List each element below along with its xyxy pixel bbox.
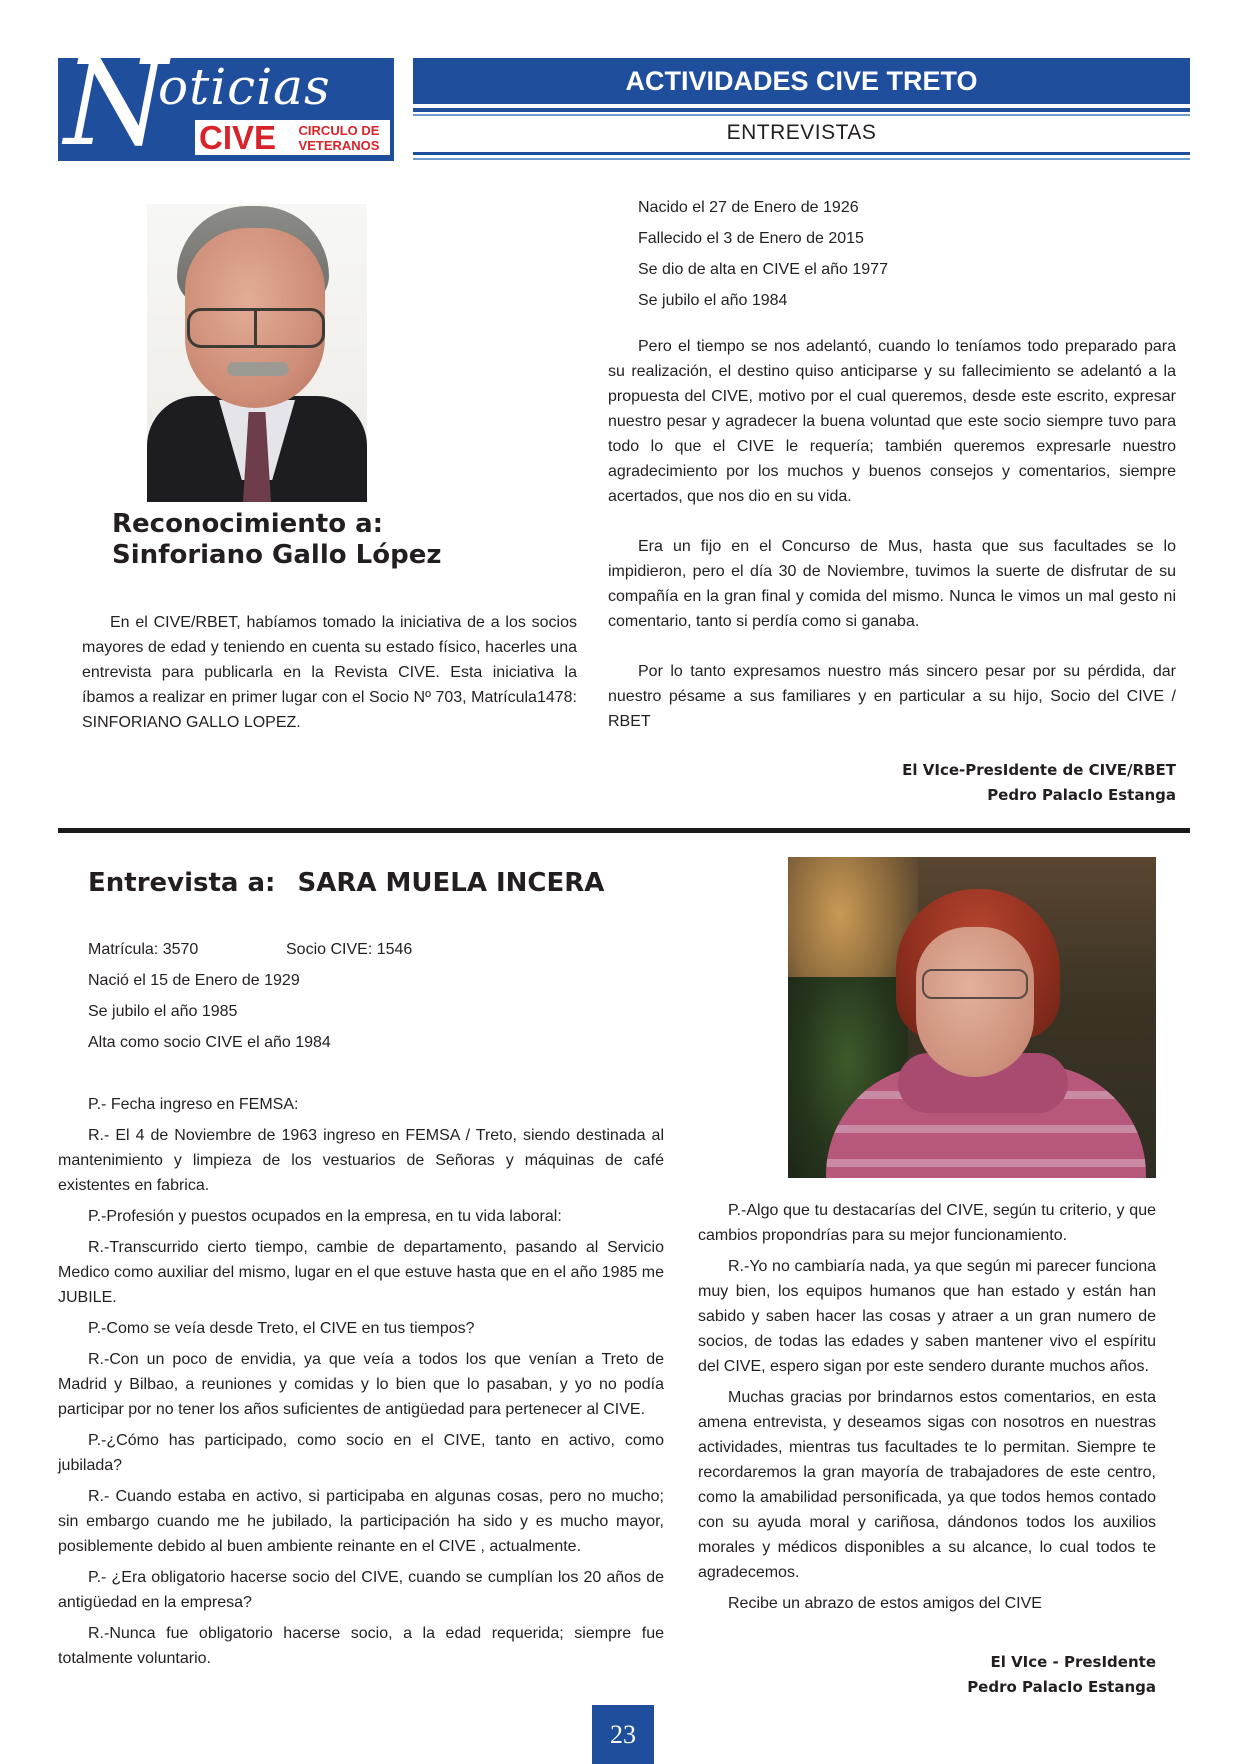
logo-letter: N [64, 58, 168, 161]
closing-greeting: Recibe un abrazo de estos amigos del CIVE [728, 1595, 1042, 1612]
interview-right-column [698, 1198, 1156, 1622]
fact-line: Nació el 15 de Enero de 1929 [88, 972, 300, 989]
fact-line: Se jubilo el año 1985 [88, 1003, 238, 1020]
banner-title: ACTIVIDADES CIVE TRETO [413, 58, 1190, 104]
signature-name: Pedro PalacIo Estanga [967, 1678, 1156, 1696]
article2-title-prefix: Entrevista a: [88, 868, 276, 898]
noticias-cive-logo [58, 58, 394, 161]
portrait-sara [788, 857, 1156, 1178]
logo-tagline-1: CIRCULO DE [298, 123, 380, 138]
interview-answer: R.-Nunca fue obligatorio hacerse socio, a la edad requerida; siempre fue totalmente voluntario. [58, 1625, 664, 1667]
section-rule [413, 152, 1190, 155]
article1-signature [800, 758, 1176, 808]
article1-intro-text: En el CIVE/RBET, habíamos tomado la iniciativa de a los socios mayores de edad y teniendo en cuenta su estado físico, hacerles una entrevista para publicarla en la Revista CIVE. Esta iniciativa la íbamos a realizar en primer lugar con el Socio Nº 703, Matrícula1478: SINFORIANO GALLO LOPEZ. [82, 614, 577, 731]
fact-line: Se jubilo el año 1984 [638, 292, 788, 309]
portrait-sinforiano [147, 204, 367, 502]
logo-brand-box [195, 120, 390, 155]
fact-line: Nacido el 27 de Enero de 1926 [638, 199, 859, 216]
interview-question: P.-Como se veía desde Treto, el CIVE en tus tiempos? [88, 1320, 475, 1337]
article1-paragraph: Pero el tiempo se nos adelantó, cuando lo teníamos todo preparado para su realización, el destino quiso anticiparse y su fallecimiento se adelantó a la propuesta del CIVE, motivo por el cual queremos, desde este escrito, expresar nuestro pesar y agradecer la buena voluntad que este socio siempre tuvo para todo lo que el CIVE le requería; también queremos expresarle nuestro agradecimiento por los muchos y buenos consejos y comentarios, siempre acertados, que nos dio en su vida. [608, 338, 1176, 505]
article2-facts [88, 934, 588, 1058]
interview-question: P.-¿Cómo has participado, como socio en el CIVE, tanto en activo, como jubilada? [58, 1432, 664, 1474]
interview-question: P.-Algo que tu destacarías del CIVE, según tu criterio, y que cambios propondrías para su mejor funcionamiento. [698, 1202, 1156, 1244]
interview-question: P.- ¿Era obligatorio hacerse socio del CIVE, cuando se cumplían los 20 años de antigüedad en la empresa? [58, 1569, 664, 1611]
article1-title-line1: Reconocimiento a: [112, 509, 384, 539]
interview-question: P.- Fecha ingreso en FEMSA: [88, 1096, 299, 1113]
article1-facts [638, 192, 1038, 316]
section-label: ENTREVISTAS [726, 121, 877, 144]
interview-answer: R.-Con un poco de envidia, ya que veía a todos los que venían a Treto de Madrid y Bilbao, a reuniones y comidas y lo bien que lo pasaban, y yo no podía participar por no tener los años suficientes de antigüedad para pertenecer al CIVE. [58, 1351, 664, 1418]
logo-tagline-2: VETERANOS [298, 138, 380, 153]
interview-left-column [58, 1092, 664, 1677]
article1-paragraph: Por lo tanto expresamos nuestro más sincero pesar por su pérdida, dar nuestro pésame a sus familiares y en particular a su hijo, Socio del CIVE / RBET [608, 663, 1176, 730]
page-number: 23 [592, 1705, 654, 1764]
signature-name: Pedro PalacIo Estanga [987, 786, 1176, 804]
article1-paragraph: Era un fijo en el Concurso de Mus, hasta que sus facultades se lo impidieron, pero el día 30 de Noviembre, tuvimos la suerte de disfrutar de su compañía en la gran final y comida del mismo. Nunca le vimos un mal gesto ni comentario, tanto si perdía como si ganaba. [608, 538, 1176, 630]
logo-brand: CIVE [199, 119, 277, 156]
article2-title [88, 866, 688, 900]
section-rule-light [413, 158, 1190, 160]
interview-answer: R.-Yo no cambiaría nada, ya que según mi parecer funciona muy bien, los equipos humanos que han estado y están han sabido y saben hacer las cosas y atraer a un gran numero de socios, de todas las edades y saben mantener vivo el espíritu del CIVE, espero sigan por este sendero durante muchos años. [698, 1258, 1156, 1375]
fact-line: Se dio de alta en CIVE el año 1977 [638, 261, 888, 278]
fact-line: Fallecido el 3 de Enero de 2015 [638, 230, 864, 247]
interview-answer: R.- Cuando estaba en activo, si participaba en algunas cosas, pero no mucho; sin embargo cuando me he jubilado, la participación ha sido y es mucho mayor, posiblemente debido al buen ambiente reinante en el CIVE , actualmente. [58, 1488, 664, 1555]
header-rule [413, 108, 1190, 112]
logo-tagline [290, 123, 388, 153]
interview-question: P.-Profesión y puestos ocupados en la empresa, en tu vida laboral: [88, 1208, 562, 1225]
matricula: Matrícula: 3570 [88, 941, 199, 958]
signature-role: El VIce-PresIdente de CIVE/RBET [902, 761, 1176, 779]
fact-line: Alta como socio CIVE el año 1984 [88, 1034, 331, 1051]
article1-title-line2: Sinforiano Gallo López [112, 540, 442, 570]
article1-title [112, 509, 512, 571]
closing-paragraph: Muchas gracias por brindarnos estos comentarios, en esta amena entrevista, y deseamos sigas con nosotros en nuestras actividades, mientras tus facultades te lo permitan. Siempre te recordaremos la gran mayoría de trabajadores de este centro, como la amabilidad personificada, ya que todos hemos contado con su ayuda moral y cariñosa, dándonos todos los auxilios morales y médicos disponibles a su alcance, lo cual todos te agradecemos. [698, 1389, 1156, 1581]
article2-signature [820, 1650, 1156, 1700]
article2-title-name: SARA MUELA INCERA [297, 868, 605, 898]
socio-number: Socio CIVE: 1546 [286, 941, 413, 958]
interview-answer: R.- El 4 de Noviembre de 1963 ingreso en FEMSA / Treto, siendo destinada al mantenimiento y limpieza de los vestuarios de Señoras y máquinas de café existentes en fabrica. [58, 1127, 664, 1194]
interview-answer: R.-Transcurrido cierto tiempo, cambie de departamento, pasando al Servicio Medico como auxiliar del mismo, lugar en el que estuve hasta que en el año 1985 me JUBILE. [58, 1239, 664, 1306]
logo-word: oticias [158, 58, 331, 116]
signature-role: El VIce - PresIdente [990, 1653, 1156, 1671]
article-divider [58, 828, 1190, 833]
article1-body [608, 334, 1176, 759]
header-rule-light [413, 114, 1190, 116]
article1-intro [82, 610, 577, 735]
